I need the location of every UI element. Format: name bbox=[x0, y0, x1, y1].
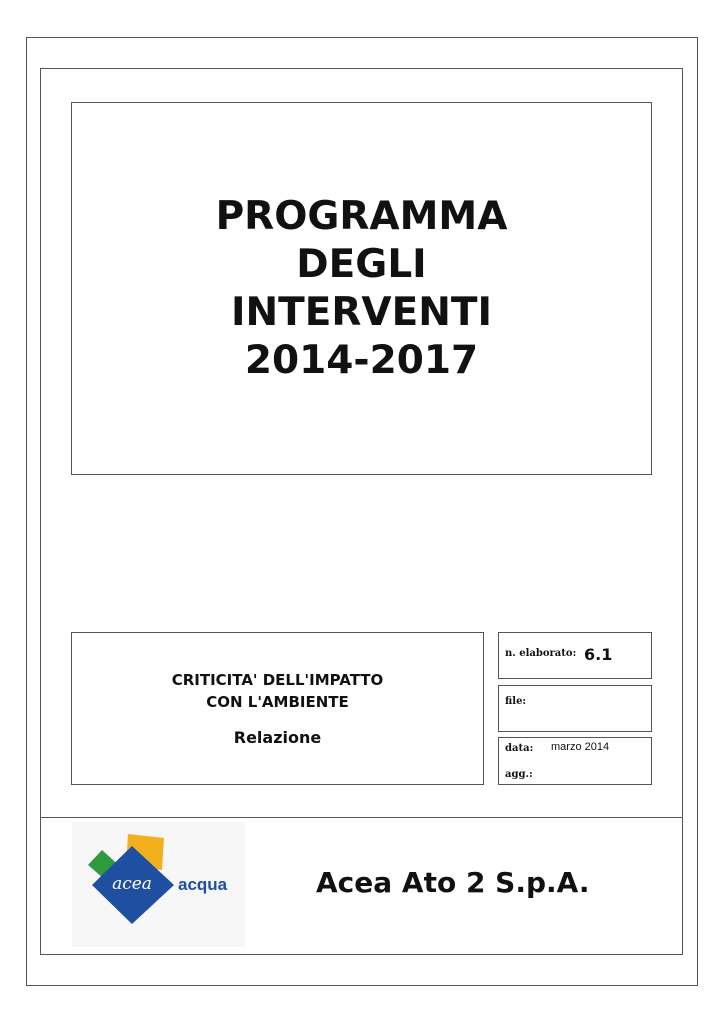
document-title bbox=[72, 193, 651, 385]
title-line-2: DEGLI bbox=[296, 242, 427, 287]
description-line-2: CON L'AMBIENTE bbox=[206, 693, 349, 711]
acea-logo bbox=[72, 822, 245, 947]
logo-brand-text: acea bbox=[112, 874, 152, 894]
date-box bbox=[498, 737, 652, 785]
date-value: marzo 2014 bbox=[551, 741, 610, 753]
footer-divider bbox=[40, 817, 683, 818]
elaborato-box bbox=[498, 632, 652, 679]
logo-product-text: acqua bbox=[178, 875, 228, 894]
elaborato-label: n. elaborato: bbox=[505, 648, 577, 659]
title-line-3: INTERVENTI bbox=[230, 290, 492, 335]
update-label: agg.: bbox=[505, 769, 533, 780]
date-label: data: bbox=[505, 743, 534, 754]
title-line-1: PROGRAMMA bbox=[215, 194, 508, 239]
elaborato-value: 6.1 bbox=[584, 645, 613, 664]
description-subtitle: Relazione bbox=[233, 728, 322, 747]
title-box bbox=[71, 102, 652, 475]
description-box bbox=[71, 632, 484, 785]
file-box bbox=[498, 685, 652, 732]
company-name: Acea Ato 2 S.p.A. bbox=[316, 866, 590, 899]
file-label: file: bbox=[505, 696, 527, 707]
title-line-4: 2014-2017 bbox=[244, 338, 479, 383]
description-line-1: CRITICITA' DELL'IMPATTO bbox=[171, 671, 384, 689]
